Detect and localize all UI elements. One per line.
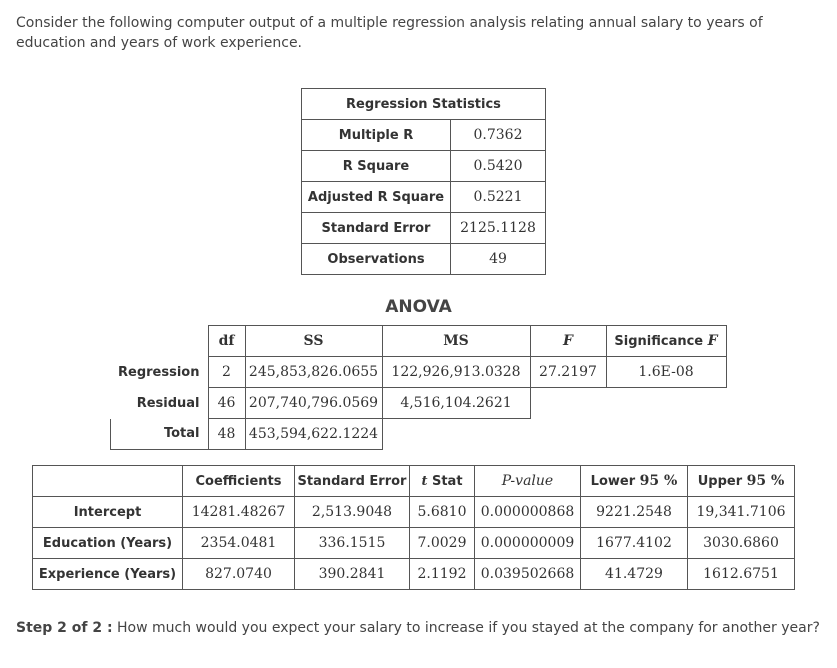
step-question-text: How much would you expect your salary to increase if you stayed at the company for another year?	[112, 620, 820, 636]
coef-lower: 41.4729	[581, 559, 688, 590]
coef-t-stat: 5.6810	[410, 497, 475, 528]
coef-std-error: 390.2841	[295, 559, 410, 590]
coef-std-error: 336.1515	[295, 528, 410, 559]
coef-p-value: 0.000000868	[475, 497, 581, 528]
table-row	[33, 497, 795, 528]
table-row	[302, 213, 546, 244]
anova-header-ss: SS	[245, 326, 382, 357]
table-row	[302, 244, 546, 275]
table-row	[33, 559, 795, 590]
anova-significance: 1.6E-08	[606, 357, 726, 388]
step-question	[16, 620, 820, 636]
stat-value: 0.5221	[451, 182, 546, 213]
stat-label: Standard Error	[302, 213, 451, 244]
coefficients-table	[32, 465, 795, 590]
anova-table	[110, 325, 727, 450]
coef-upper: 1612.6751	[688, 559, 795, 590]
empty-cell	[33, 466, 183, 497]
stat-value: 0.7362	[451, 120, 546, 151]
anova-header-ms: MS	[382, 326, 530, 357]
table-row	[33, 528, 795, 559]
anova-ss: 453,594,622.1224	[245, 419, 382, 450]
anova-f: 27.2197	[530, 357, 606, 388]
coef-lower: 9221.2548	[581, 497, 688, 528]
anova-ms: 122,926,913.0328	[382, 357, 530, 388]
table-row	[111, 388, 727, 419]
lower-percent: 95 %	[639, 473, 678, 489]
anova-row-label: Total	[111, 419, 209, 450]
t-letter: t	[421, 473, 428, 489]
anova-header-row	[111, 326, 727, 357]
problem-intro: Consider the following computer output of a multiple regression analysis relating annual salary to years of education and years of work experience.	[16, 15, 763, 51]
lower-label: Lower	[590, 474, 640, 489]
coef-std-error: 2,513.9048	[295, 497, 410, 528]
coef-p-value: 0.000000009	[475, 528, 581, 559]
anova-df: 2	[208, 357, 245, 388]
regression-statistics-header-row	[302, 89, 546, 120]
coef-row-label: Experience (Years)	[33, 559, 183, 590]
stat-label: Adjusted R Square	[302, 182, 451, 213]
coef-value: 2354.0481	[183, 528, 295, 559]
coef-lower: 1677.4102	[581, 528, 688, 559]
stat-word: Stat	[427, 473, 463, 489]
coef-header-p-value: P-value	[475, 466, 581, 497]
significance-label: Significance	[614, 334, 708, 349]
empty-cell	[111, 326, 209, 357]
step-label: Step 2 of 2 :	[16, 620, 113, 636]
stat-value: 2125.1128	[451, 213, 546, 244]
anova-row-label: Residual	[136, 395, 200, 411]
regression-statistics-title: Regression Statistics	[302, 89, 546, 120]
coef-row-label: Education (Years)	[33, 528, 183, 559]
coef-header-lower	[581, 466, 688, 497]
anova-ms: 4,516,104.2621	[382, 388, 530, 419]
coef-upper: 19,341.7106	[688, 497, 795, 528]
significance-f-label: F	[707, 333, 718, 349]
anova-header-df: df	[208, 326, 245, 357]
coef-header-upper	[688, 466, 795, 497]
upper-percent: 95 %	[746, 473, 785, 489]
stat-label: R Square	[302, 151, 451, 182]
coef-header-coefficients: Coefficients	[183, 466, 295, 497]
empty-cell	[530, 388, 606, 419]
coef-header-std-error: Standard Error	[295, 466, 410, 497]
coef-value: 827.0740	[183, 559, 295, 590]
empty-cell	[530, 419, 606, 450]
coef-header-t-stat	[410, 466, 475, 497]
anova-ss: 245,853,826.0655	[245, 357, 382, 388]
coef-p-value: 0.039502668	[475, 559, 581, 590]
table-row	[302, 151, 546, 182]
table-row	[111, 419, 727, 450]
coefficients-header-row	[33, 466, 795, 497]
coef-t-stat: 2.1192	[410, 559, 475, 590]
table-row	[302, 120, 546, 151]
anova-title: ANOVA	[385, 297, 452, 317]
coef-upper: 3030.6860	[688, 528, 795, 559]
anova-df: 46	[208, 388, 245, 419]
upper-label: Upper	[697, 474, 747, 489]
anova-header-f: F	[530, 326, 606, 357]
regression-statistics-table	[301, 88, 546, 275]
stat-value: 0.5420	[451, 151, 546, 182]
stat-label: Multiple R	[302, 120, 451, 151]
table-row	[111, 357, 727, 388]
table-row	[302, 182, 546, 213]
anova-df: 48	[208, 419, 245, 450]
coef-row-label: Intercept	[33, 497, 183, 528]
empty-cell	[606, 419, 726, 450]
coef-value: 14281.48267	[183, 497, 295, 528]
empty-cell	[382, 419, 530, 450]
anova-ss: 207,740,796.0569	[245, 388, 382, 419]
coef-t-stat: 7.0029	[410, 528, 475, 559]
stat-value: 49	[451, 244, 546, 275]
empty-cell	[606, 388, 726, 419]
anova-header-significance	[606, 326, 726, 357]
stat-label: Observations	[302, 244, 451, 275]
anova-row-label: Regression	[118, 364, 200, 380]
